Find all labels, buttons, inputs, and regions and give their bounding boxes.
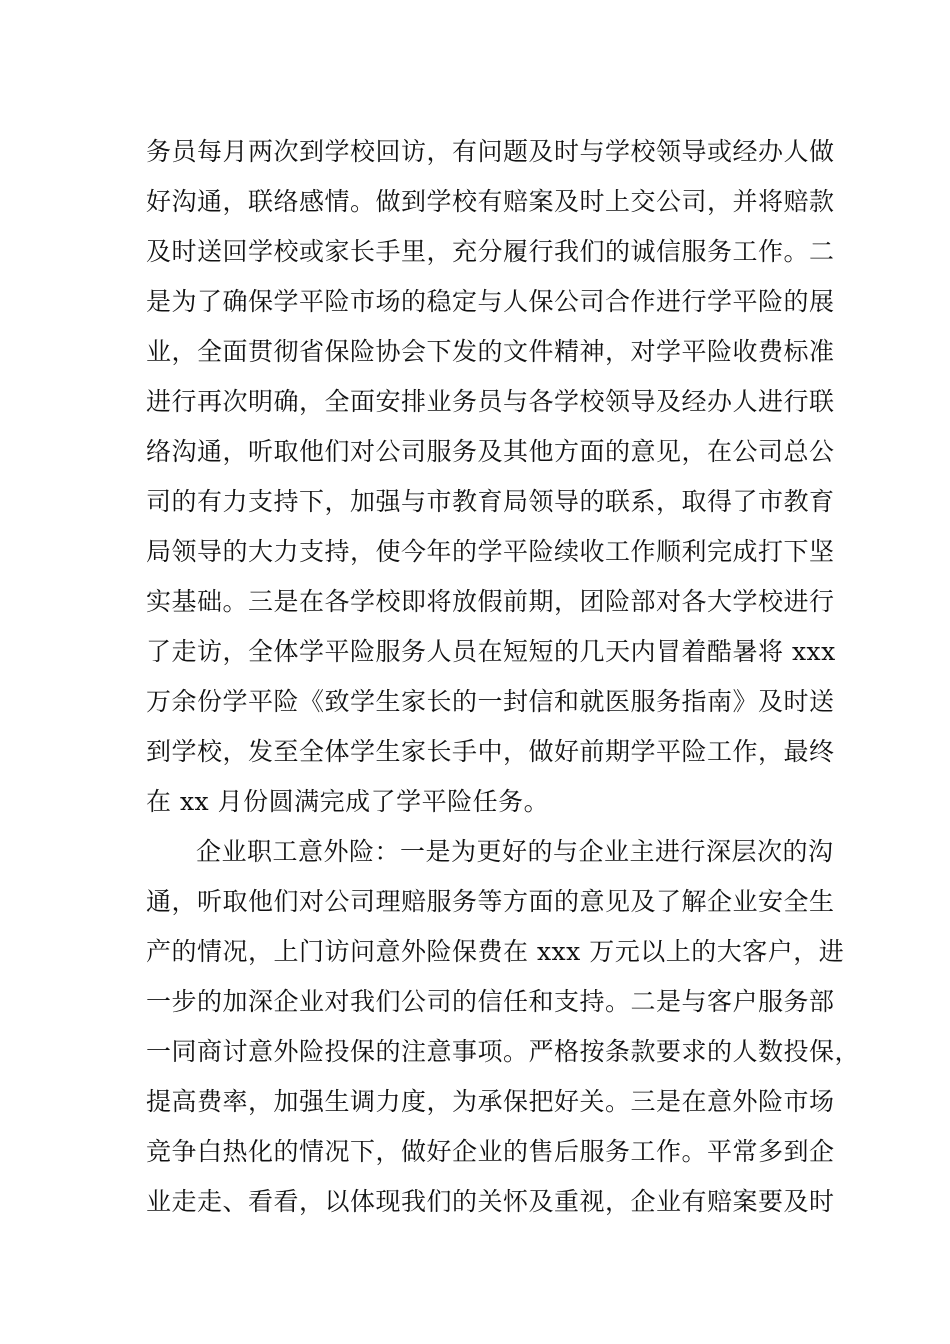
text-line: 竞争白热化的情况下，做好企业的售后服务工作。平常多到企 <box>146 1137 835 1166</box>
text-line: 产的情况，上门访问意外险保费在 xxx 万元以上的大客户，进 <box>146 937 845 966</box>
text-line: 在 xx 月份圆满完成了学平险任务。 <box>146 787 550 816</box>
text-line: 业，全面贯彻省保险协会下发的文件精神，对学平险收费标准 <box>146 337 835 366</box>
document-body <box>146 127 861 1227</box>
text-line: 企业职工意外险：一是为更好的与企业主进行深层次的沟 <box>196 837 834 866</box>
text-line: 司的有力支持下，加强与市教育局领导的联系，取得了市教育 <box>146 487 835 516</box>
paragraph <box>146 827 861 1227</box>
text-line: 是为了确保学平险市场的稳定与人保公司合作进行学平险的展 <box>146 287 835 316</box>
text-line: 一同商讨意外险投保的注意事项。严格按条款要求的人数投保， <box>146 1037 861 1066</box>
text-line: 到学校，发至全体学生家长手中，做好前期学平险工作，最终 <box>146 737 835 766</box>
text-line: 业走走、看看，以体现我们的关怀及重视，企业有赔案要及时 <box>146 1187 835 1216</box>
text-line: 实基础。三是在各学校即将放假前期，团险部对各大学校进行 <box>146 587 835 616</box>
text-line: 万余份学平险《致学生家长的一封信和就医服务指南》及时送 <box>146 687 835 716</box>
text-line: 及时送回学校或家长手里，充分履行我们的诚信服务工作。二 <box>146 237 835 266</box>
text-line: 了走访，全体学平险服务人员在短短的几天内冒着酷暑将 xxx <box>146 637 836 666</box>
text-line: 通，听取他们对公司理赔服务等方面的意见及了解企业安全生 <box>146 887 835 916</box>
text-line: 进行再次明确，全面安排业务员与各学校领导及经办人进行联 <box>146 387 835 416</box>
text-line: 务员每月两次到学校回访，有问题及时与学校领导或经办人做 <box>146 137 835 166</box>
text-line: 提高费率，加强生调力度，为承保把好关。三是在意外险市场 <box>146 1087 835 1116</box>
text-line: 一步的加深企业对我们公司的信任和支持。二是与客户服务部 <box>146 987 835 1016</box>
paragraph <box>146 127 836 827</box>
text-line: 局领导的大力支持，使今年的学平险续收工作顺利完成打下坚 <box>146 537 835 566</box>
text-line: 络沟通，听取他们对公司服务及其他方面的意见，在公司总公 <box>146 437 835 466</box>
text-line: 好沟通，联络感情。做到学校有赔案及时上交公司，并将赔款 <box>146 187 835 216</box>
